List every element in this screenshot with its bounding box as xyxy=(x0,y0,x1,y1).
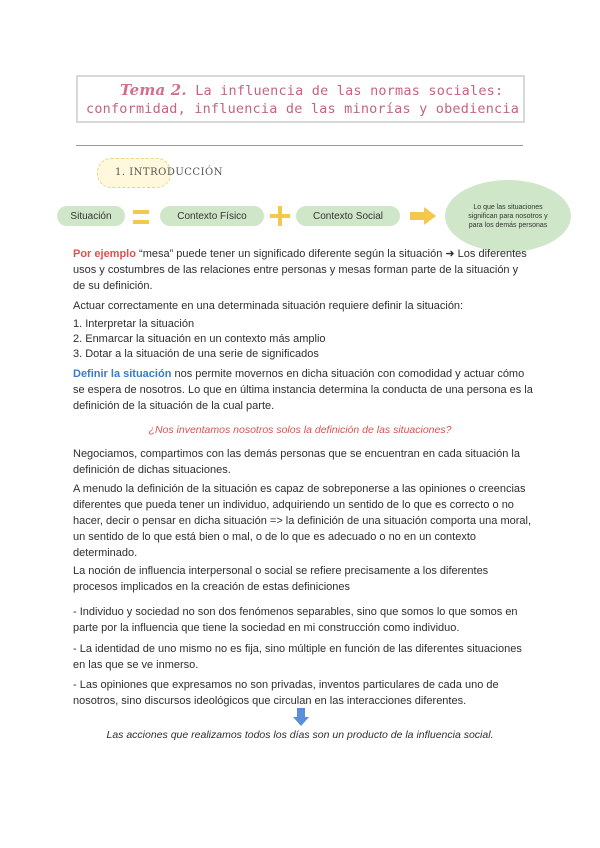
bullet-item-3: - Las opiniones que expresamos no son privadas, inventos particulares de cada uno de nosotros, sino discursos ideológicos que circulan en las interacciones diferentes. xyxy=(73,679,499,707)
pill-situacion: Situación xyxy=(57,206,125,226)
pill-contexto-fisico: Contexto Físico xyxy=(160,206,264,226)
paragraph-a-menudo: A menudo la definición de la situación es capaz de sobreponerse a las opiniones o creencias diferentes que pueda tener un individuo, adquiriendo un sentido de lo que es correcto o no hacer, decir o pensar en dicha situación => la definición de una situación comporta una moral, un sentido de lo que está bien o mal, o de lo que es adecuado o no en un contexto determinado. xyxy=(73,483,532,559)
example-text: “mesa” puede tener un significado diferente según la situación ➜ Los diferentes usos y costumbres de las relaciones entre personas y mesas forman parte de la situación y de su definición. xyxy=(73,248,527,292)
equals-icon xyxy=(133,210,149,224)
paragraph-actuar: Actuar correctamente en una determinada situación requiere definir la situación: xyxy=(73,300,464,312)
definir-text: nos permite movernos en dicha situación con comodidad y actuar cómo se espera de nosotros. Lo que en última instancia determina la conducta de una persona es la definición de la situación de la cual parte. xyxy=(73,368,533,412)
list-item-3: 3. Dotar a la situación de una serie de significados xyxy=(73,348,319,360)
example-label: Por ejemplo xyxy=(73,248,136,260)
list-item-2: 2. Enmarcar la situación en un contexto más amplio xyxy=(73,333,326,345)
arrow-down-icon xyxy=(293,708,309,726)
section-badge-label: 1. INTRODUCCIÓN xyxy=(115,167,223,178)
plus-icon xyxy=(270,206,290,226)
result-text: Lo que las situaciones significan para nosotros y para los demás personas xyxy=(468,203,548,229)
definir-label: Definir la situación xyxy=(73,368,172,380)
bullet-item-1: - Individuo y sociedad no son dos fenómenos separables, sino que somos lo que somos en parte por la influencia que tiene la sociedad en mi construcción como individuo. xyxy=(73,606,518,634)
pill-contexto-social: Contexto Social xyxy=(296,206,400,226)
paragraph-example xyxy=(73,246,533,294)
paragraph-nocion: La noción de influencia interpersonal o social se refiere precisamente a los diferentes procesos implicados en la creación de estas definiciones xyxy=(73,565,489,593)
bullet-item-2: - La identidad de uno mismo no es fija, sino múltiple en función de las diferentes situaciones en las que se ve inmerso. xyxy=(73,643,522,671)
title-box xyxy=(76,75,525,123)
paragraph-definir xyxy=(73,366,533,414)
question-heading: ¿Nos inventamos nosotros solos la definición de las situaciones? xyxy=(148,424,452,436)
tema-label: Tema 2. xyxy=(120,81,187,99)
title-text-2: conformidad, influencia de las minorías y obediencia xyxy=(86,101,520,117)
list-item-1: 1. Interpretar la situación xyxy=(73,318,195,330)
title-text-1: La influencia de las normas sociales: xyxy=(195,83,504,99)
result-ellipse xyxy=(445,180,571,252)
divider xyxy=(76,145,523,146)
conclusion-text: Las acciones que realizamos todos los días son un producto de la influencia social. xyxy=(106,729,494,741)
paragraph-negociamos: Negociamos, compartimos con las demás personas que se encuentran en cada situación la definición de dichas situaciones. xyxy=(73,448,520,476)
arrow-right-icon xyxy=(410,207,436,225)
title-line-1 xyxy=(120,81,503,99)
